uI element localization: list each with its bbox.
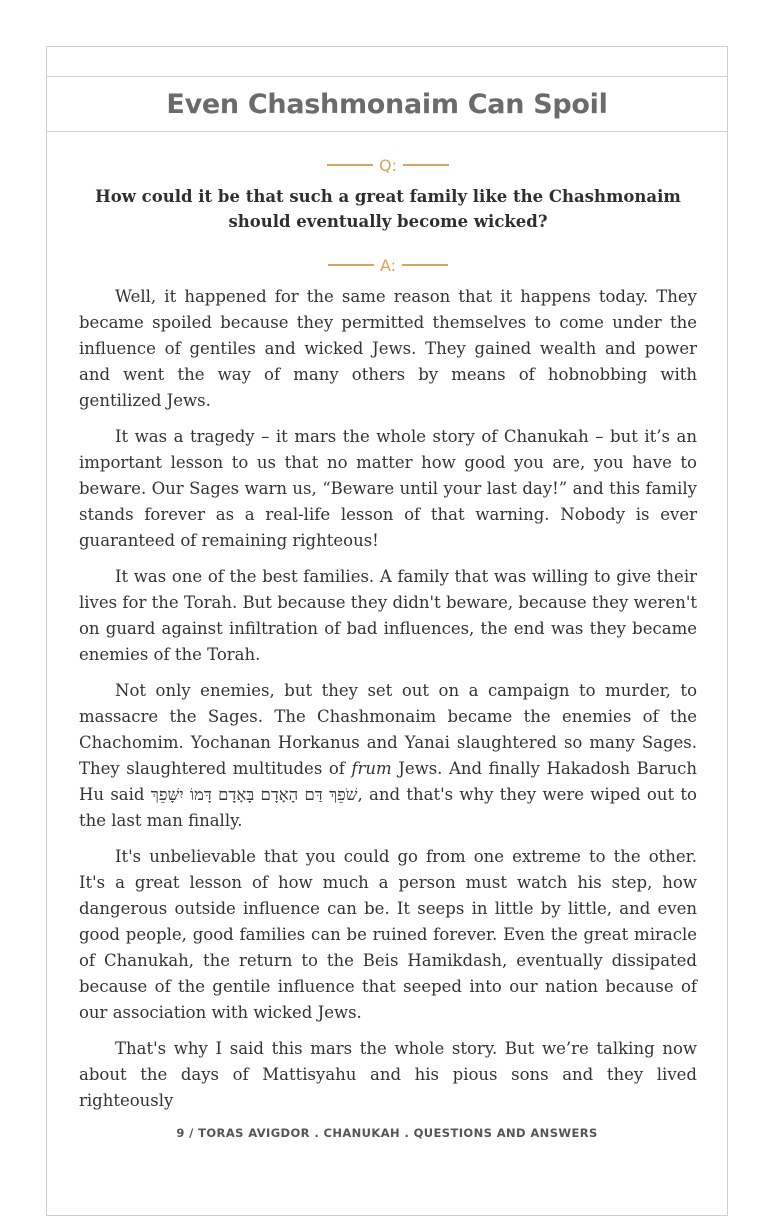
answer-marker bbox=[79, 252, 697, 278]
divider-line bbox=[328, 264, 374, 266]
answer-label: A: bbox=[379, 255, 397, 275]
question-text: How could it be that such a great family like the Chashmonaim should eventually become wicked? bbox=[95, 187, 681, 231]
answer-paragraph-1: Well, it happened for the same reason that it happens today. They became spoiled because they permitted themselves to come under the influence of gentiles and wicked Jews. They gained wealth and power and went the way of many others by means of hobnobbing with gentilized Jews. bbox=[79, 287, 697, 410]
hebrew-quote: שֹׁפֵךְ דַּם הָאָדָם בָּאָדָם דָּמוֹ יִשָּׁפֵךְ bbox=[150, 785, 358, 804]
answer-paragraph-3: It was one of the best families. A family that was willing to give their lives for the Torah. But because they didn't beware, because they weren't on guard against infiltration of bad influences, the end was they became enemies of the Torah. bbox=[79, 567, 697, 664]
title-band bbox=[46, 76, 728, 132]
page-footer: 9 / TORAS AVIGDOR . CHANUKAH . QUESTIONS AND ANSWERS bbox=[176, 1126, 598, 1140]
divider-line bbox=[327, 164, 373, 166]
divider-line bbox=[403, 164, 449, 166]
question-marker bbox=[79, 152, 697, 178]
italic-term: frum bbox=[351, 759, 392, 778]
question-label: Q: bbox=[379, 155, 397, 175]
paragraph-text: Jews. And finally Hakadosh Baruch Hu said bbox=[79, 759, 697, 804]
divider-line bbox=[402, 264, 448, 266]
page-title: Even Chashmonaim Can Spoil bbox=[166, 88, 608, 120]
article-body bbox=[79, 152, 697, 1124]
answer-paragraph-5: It's unbelievable that you could go from one extreme to the other. It's a great lesson of how much a person must watch his step, how dangerous outside influence can be. It seeps in little by little, and even good people, good families can be ruined forever. Even the great miracle of Chanukah, the return to the Beis Hamikdash, eventually dissipated because of the gentile influence that seeped into our nation because of our association with wicked Jews. bbox=[79, 847, 697, 1022]
answer-paragraph-6: That's why I said this mars the whole story. But we’re talking now about the days of Mattisyahu and his pious sons and they lived righteously bbox=[79, 1039, 697, 1110]
paragraph-text: Not only enemies, but they set out on a campaign to murder, to massacre the Sages. The Chashmonaim became the enemies of the Chachomim. Yochanan Horkanus and Yanai slaughtered so many Sages. They slaughtered multitudes of bbox=[79, 681, 697, 778]
paragraph-text: , and that's why they were wiped out to the last man finally. bbox=[79, 785, 697, 830]
answer-paragraph-2: It was a tragedy – it mars the whole story of Chanukah – but it’s an important lesson to us that no matter how good you are, you have to beware. Our Sages warn us, “Beware until your last day!” and this family stands forever as a real-life lesson of that warning. Nobody is ever guaranteed of remaining righteous! bbox=[79, 427, 697, 550]
answer-paragraph-4 bbox=[79, 678, 697, 834]
